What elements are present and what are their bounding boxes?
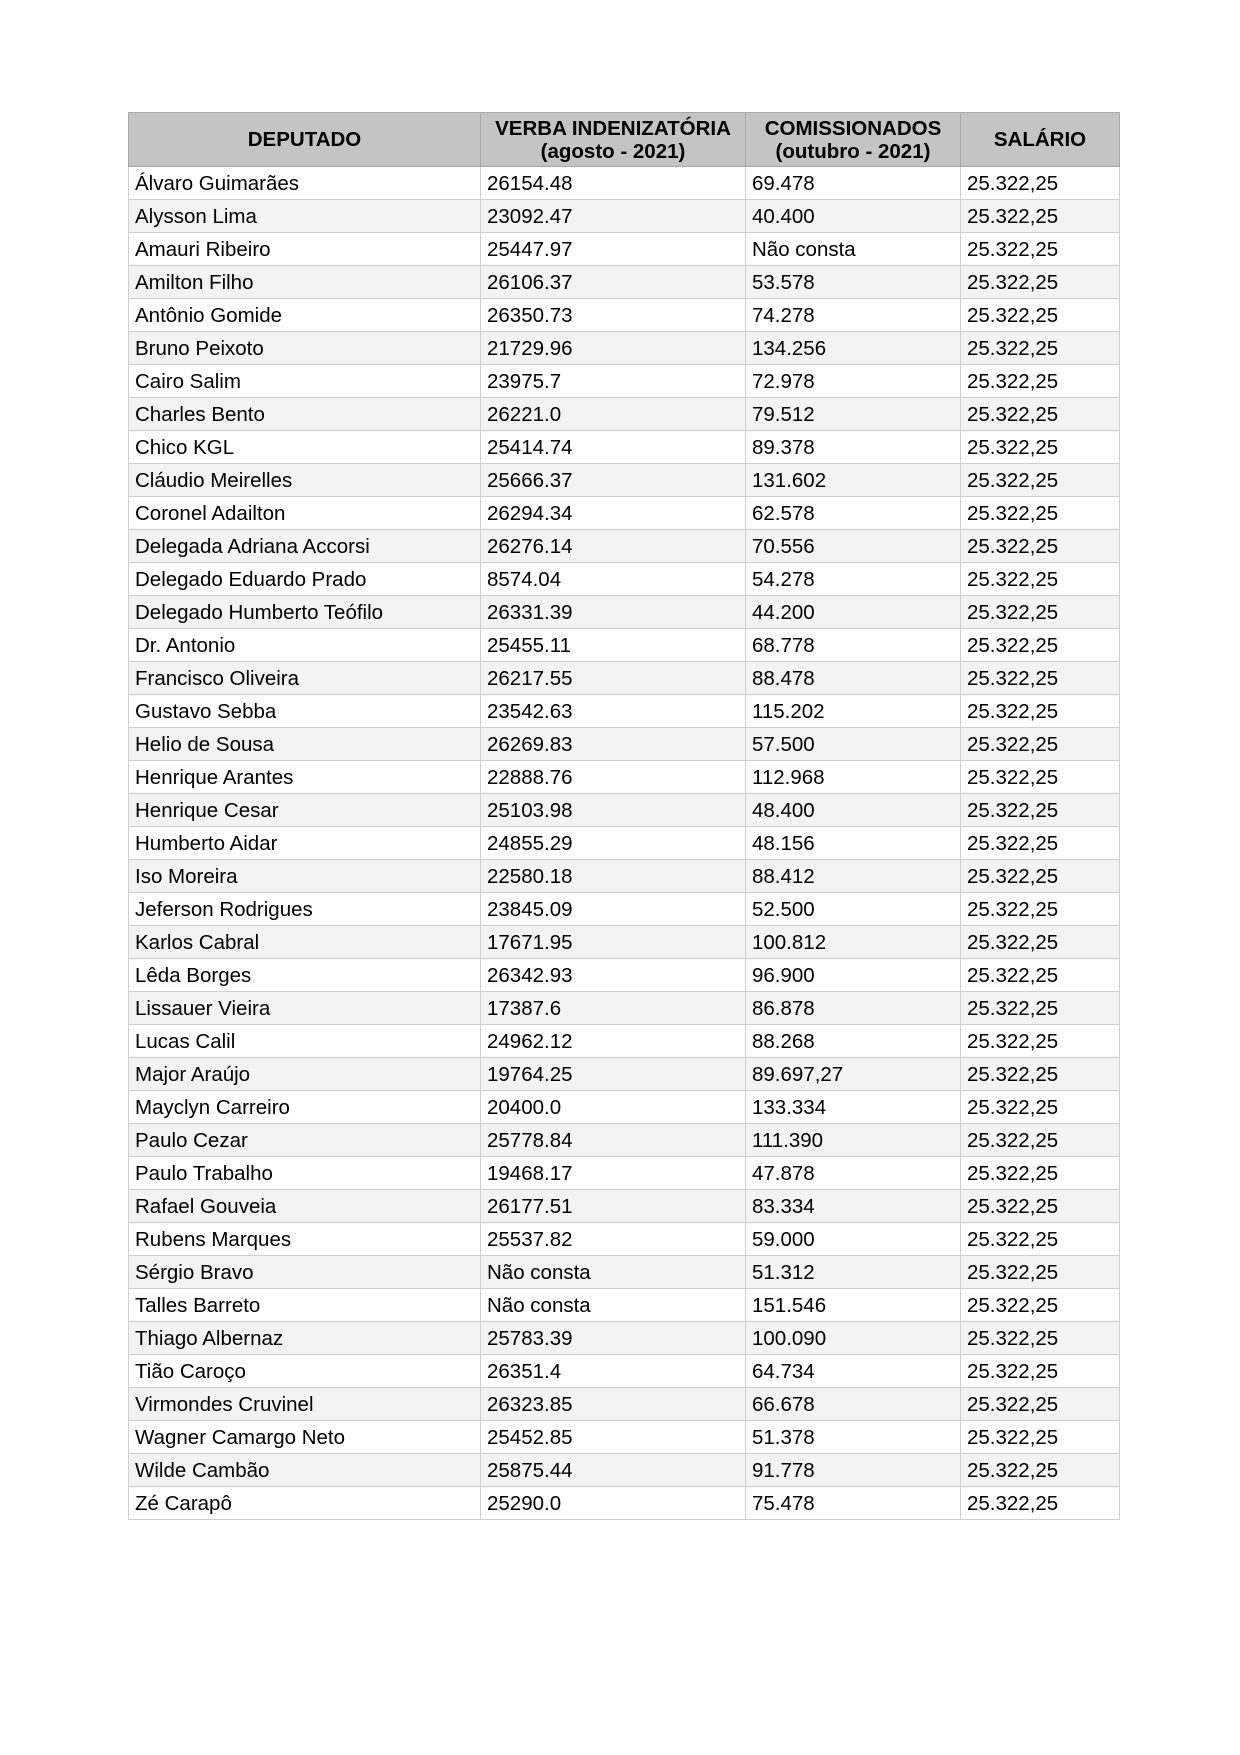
verba-indenizatoria-cell: 21729.96 — [481, 332, 746, 365]
table-row — [129, 1421, 1120, 1454]
deputado-cell: Wagner Camargo Neto — [129, 1421, 481, 1454]
deputado-cell: Gustavo Sebba — [129, 695, 481, 728]
deputado-cell: Lêda Borges — [129, 959, 481, 992]
deputies-table — [128, 112, 1120, 1520]
deputado-cell: Lucas Calil — [129, 1025, 481, 1058]
salario-cell: 25.322,25 — [961, 1487, 1120, 1520]
deputado-cell: Delegado Eduardo Prado — [129, 563, 481, 596]
table-row — [129, 1388, 1120, 1421]
salario-cell: 25.322,25 — [961, 365, 1120, 398]
table-row — [129, 398, 1120, 431]
salario-cell: 25.322,25 — [961, 464, 1120, 497]
verba-indenizatoria-cell: 26342.93 — [481, 959, 746, 992]
deputado-cell: Mayclyn Carreiro — [129, 1091, 481, 1124]
salario-cell: 25.322,25 — [961, 233, 1120, 266]
deputado-cell: Iso Moreira — [129, 860, 481, 893]
header-salario — [961, 113, 1120, 167]
verba-indenizatoria-cell: 26350.73 — [481, 299, 746, 332]
comissionados-cell: 91.778 — [746, 1454, 961, 1487]
table-row — [129, 794, 1120, 827]
deputado-cell: Rafael Gouveia — [129, 1190, 481, 1223]
salario-cell: 25.322,25 — [961, 1256, 1120, 1289]
verba-indenizatoria-cell: Não consta — [481, 1289, 746, 1322]
salario-cell: 25.322,25 — [961, 1388, 1120, 1421]
salario-cell: 25.322,25 — [961, 1223, 1120, 1256]
comissionados-cell: 115.202 — [746, 695, 961, 728]
verba-indenizatoria-cell: 25455.11 — [481, 629, 746, 662]
comissionados-cell: 64.734 — [746, 1355, 961, 1388]
verba-indenizatoria-cell: 19764.25 — [481, 1058, 746, 1091]
comissionados-cell: 89.378 — [746, 431, 961, 464]
verba-indenizatoria-cell: 26294.34 — [481, 497, 746, 530]
table-row — [129, 728, 1120, 761]
table-row — [129, 959, 1120, 992]
table-row — [129, 827, 1120, 860]
table-row — [129, 1289, 1120, 1322]
verba-indenizatoria-cell: 24855.29 — [481, 827, 746, 860]
salario-cell: 25.322,25 — [961, 1355, 1120, 1388]
verba-indenizatoria-cell: 25537.82 — [481, 1223, 746, 1256]
verba-indenizatoria-cell: 25666.37 — [481, 464, 746, 497]
table-row — [129, 1487, 1120, 1520]
table-row — [129, 299, 1120, 332]
verba-indenizatoria-cell: 26154.48 — [481, 167, 746, 200]
deputado-cell: Helio de Sousa — [129, 728, 481, 761]
verba-indenizatoria-cell: 24962.12 — [481, 1025, 746, 1058]
table-row — [129, 629, 1120, 662]
comissionados-cell: 100.812 — [746, 926, 961, 959]
comissionados-cell: 111.390 — [746, 1124, 961, 1157]
deputado-cell: Major Araújo — [129, 1058, 481, 1091]
comissionados-cell: 74.278 — [746, 299, 961, 332]
salario-cell: 25.322,25 — [961, 431, 1120, 464]
deputado-cell: Jeferson Rodrigues — [129, 893, 481, 926]
salario-cell: 25.322,25 — [961, 992, 1120, 1025]
comissionados-cell: 96.900 — [746, 959, 961, 992]
table-row — [129, 1025, 1120, 1058]
salario-cell: 25.322,25 — [961, 827, 1120, 860]
comissionados-cell: 62.578 — [746, 497, 961, 530]
table-row — [129, 1091, 1120, 1124]
comissionados-cell: Não consta — [746, 233, 961, 266]
comissionados-cell: 151.546 — [746, 1289, 961, 1322]
table-row — [129, 332, 1120, 365]
table-row — [129, 1157, 1120, 1190]
salario-cell: 25.322,25 — [961, 1091, 1120, 1124]
deputado-cell: Rubens Marques — [129, 1223, 481, 1256]
table-row — [129, 695, 1120, 728]
deputado-cell: Alysson Lima — [129, 200, 481, 233]
deputado-cell: Talles Barreto — [129, 1289, 481, 1322]
table-row — [129, 992, 1120, 1025]
table-row — [129, 893, 1120, 926]
deputado-cell: Tião Caroço — [129, 1355, 481, 1388]
deputado-cell: Zé Carapô — [129, 1487, 481, 1520]
salario-cell: 25.322,25 — [961, 695, 1120, 728]
comissionados-cell: 88.478 — [746, 662, 961, 695]
verba-indenizatoria-cell: 26221.0 — [481, 398, 746, 431]
salario-cell: 25.322,25 — [961, 596, 1120, 629]
salario-cell: 25.322,25 — [961, 926, 1120, 959]
comissionados-cell: 89.697,27 — [746, 1058, 961, 1091]
verba-indenizatoria-cell: 8574.04 — [481, 563, 746, 596]
table-body — [129, 167, 1120, 1520]
deputado-cell: Humberto Aidar — [129, 827, 481, 860]
comissionados-cell: 86.878 — [746, 992, 961, 1025]
verba-indenizatoria-cell: 23542.63 — [481, 695, 746, 728]
table-row — [129, 1322, 1120, 1355]
table-row — [129, 563, 1120, 596]
verba-indenizatoria-cell: 25875.44 — [481, 1454, 746, 1487]
table-row — [129, 464, 1120, 497]
table-row — [129, 926, 1120, 959]
comissionados-cell: 53.578 — [746, 266, 961, 299]
table-row — [129, 167, 1120, 200]
deputado-cell: Dr. Antonio — [129, 629, 481, 662]
salario-cell: 25.322,25 — [961, 1421, 1120, 1454]
salario-cell: 25.322,25 — [961, 398, 1120, 431]
verba-indenizatoria-cell: 19468.17 — [481, 1157, 746, 1190]
table-header-row — [129, 113, 1120, 167]
verba-indenizatoria-cell: 26106.37 — [481, 266, 746, 299]
verba-indenizatoria-cell: 25452.85 — [481, 1421, 746, 1454]
deputado-cell: Antônio Gomide — [129, 299, 481, 332]
table-row — [129, 1190, 1120, 1223]
comissionados-cell: 59.000 — [746, 1223, 961, 1256]
verba-indenizatoria-cell: 23092.47 — [481, 200, 746, 233]
table-row — [129, 431, 1120, 464]
header-comissionados-label: COMISSIONADOS — [764, 116, 942, 140]
verba-indenizatoria-cell: 26177.51 — [481, 1190, 746, 1223]
comissionados-cell: 54.278 — [746, 563, 961, 596]
deputado-cell: Virmondes Cruvinel — [129, 1388, 481, 1421]
verba-indenizatoria-cell: 26331.39 — [481, 596, 746, 629]
comissionados-cell: 47.878 — [746, 1157, 961, 1190]
salario-cell: 25.322,25 — [961, 563, 1120, 596]
salario-cell: 25.322,25 — [961, 497, 1120, 530]
salario-cell: 25.322,25 — [961, 1025, 1120, 1058]
deputado-cell: Bruno Peixoto — [129, 332, 481, 365]
table-row — [129, 1058, 1120, 1091]
comissionados-cell: 40.400 — [746, 200, 961, 233]
table-row — [129, 530, 1120, 563]
comissionados-cell: 83.334 — [746, 1190, 961, 1223]
verba-indenizatoria-cell: 25414.74 — [481, 431, 746, 464]
verba-indenizatoria-cell: 25290.0 — [481, 1487, 746, 1520]
verba-indenizatoria-cell: 26217.55 — [481, 662, 746, 695]
salario-cell: 25.322,25 — [961, 1322, 1120, 1355]
header-salario-label: SALÁRIO — [993, 128, 1087, 151]
salario-cell: 25.322,25 — [961, 794, 1120, 827]
salario-cell: 25.322,25 — [961, 893, 1120, 926]
verba-indenizatoria-cell: 17387.6 — [481, 992, 746, 1025]
table-row — [129, 365, 1120, 398]
table-row — [129, 266, 1120, 299]
deputado-cell: Amauri Ribeiro — [129, 233, 481, 266]
deputado-cell: Delegada Adriana Accorsi — [129, 530, 481, 563]
salario-cell: 25.322,25 — [961, 761, 1120, 794]
verba-indenizatoria-cell: 26269.83 — [481, 728, 746, 761]
table-row — [129, 1454, 1120, 1487]
deputado-cell: Álvaro Guimarães — [129, 167, 481, 200]
header-verba-label: VERBA INDENIZATÓRIA — [495, 116, 731, 140]
salario-cell: 25.322,25 — [961, 266, 1120, 299]
table-row — [129, 761, 1120, 794]
salario-cell: 25.322,25 — [961, 1289, 1120, 1322]
verba-indenizatoria-cell: 25103.98 — [481, 794, 746, 827]
table-row — [129, 1256, 1120, 1289]
deputado-cell: Charles Bento — [129, 398, 481, 431]
comissionados-cell: 68.778 — [746, 629, 961, 662]
deputado-cell: Coronel Adailton — [129, 497, 481, 530]
verba-indenizatoria-cell: 25783.39 — [481, 1322, 746, 1355]
salario-cell: 25.322,25 — [961, 530, 1120, 563]
deputado-cell: Chico KGL — [129, 431, 481, 464]
salario-cell: 25.322,25 — [961, 200, 1120, 233]
deputado-cell: Henrique Cesar — [129, 794, 481, 827]
deputado-cell: Cairo Salim — [129, 365, 481, 398]
comissionados-cell: 44.200 — [746, 596, 961, 629]
comissionados-cell: 69.478 — [746, 167, 961, 200]
table-row — [129, 596, 1120, 629]
comissionados-cell: 88.268 — [746, 1025, 961, 1058]
deputado-cell: Amilton Filho — [129, 266, 481, 299]
deputado-cell: Delegado Humberto Teófilo — [129, 596, 481, 629]
deputado-cell: Thiago Albernaz — [129, 1322, 481, 1355]
salario-cell: 25.322,25 — [961, 1058, 1120, 1091]
deputado-cell: Cláudio Meirelles — [129, 464, 481, 497]
table-row — [129, 1355, 1120, 1388]
deputado-cell: Karlos Cabral — [129, 926, 481, 959]
comissionados-cell: 112.968 — [746, 761, 961, 794]
header-comissionados — [746, 113, 961, 167]
salario-cell: 25.322,25 — [961, 629, 1120, 662]
comissionados-cell: 66.678 — [746, 1388, 961, 1421]
table-row — [129, 860, 1120, 893]
deputado-cell: Wilde Cambão — [129, 1454, 481, 1487]
salario-cell: 25.322,25 — [961, 728, 1120, 761]
header-comissionados-period: (outubro - 2021) — [775, 139, 931, 163]
salario-cell: 25.322,25 — [961, 167, 1120, 200]
table-row — [129, 662, 1120, 695]
table-row — [129, 233, 1120, 266]
verba-indenizatoria-cell: 23975.7 — [481, 365, 746, 398]
salario-cell: 25.322,25 — [961, 1454, 1120, 1487]
verba-indenizatoria-cell: 25447.97 — [481, 233, 746, 266]
verba-indenizatoria-cell: 26351.4 — [481, 1355, 746, 1388]
verba-indenizatoria-cell: Não consta — [481, 1256, 746, 1289]
table-row — [129, 200, 1120, 233]
salario-cell: 25.322,25 — [961, 1190, 1120, 1223]
table-row — [129, 1124, 1120, 1157]
deputado-cell: Sérgio Bravo — [129, 1256, 481, 1289]
comissionados-cell: 52.500 — [746, 893, 961, 926]
comissionados-cell: 48.400 — [746, 794, 961, 827]
comissionados-cell: 70.556 — [746, 530, 961, 563]
header-verba-indenizatoria — [481, 113, 746, 167]
deputado-cell: Francisco Oliveira — [129, 662, 481, 695]
verba-indenizatoria-cell: 17671.95 — [481, 926, 746, 959]
table-row — [129, 497, 1120, 530]
comissionados-cell: 88.412 — [746, 860, 961, 893]
verba-indenizatoria-cell: 25778.84 — [481, 1124, 746, 1157]
table-row — [129, 1223, 1120, 1256]
header-deputado — [129, 113, 481, 167]
comissionados-cell: 75.478 — [746, 1487, 961, 1520]
header-deputado-label: DEPUTADO — [247, 128, 362, 151]
salario-cell: 25.322,25 — [961, 662, 1120, 695]
salario-cell: 25.322,25 — [961, 1124, 1120, 1157]
verba-indenizatoria-cell: 20400.0 — [481, 1091, 746, 1124]
deputado-cell: Paulo Trabalho — [129, 1157, 481, 1190]
salario-cell: 25.322,25 — [961, 959, 1120, 992]
verba-indenizatoria-cell: 26276.14 — [481, 530, 746, 563]
comissionados-cell: 48.156 — [746, 827, 961, 860]
comissionados-cell: 51.312 — [746, 1256, 961, 1289]
comissionados-cell: 133.334 — [746, 1091, 961, 1124]
deputado-cell: Paulo Cezar — [129, 1124, 481, 1157]
verba-indenizatoria-cell: 26323.85 — [481, 1388, 746, 1421]
salario-cell: 25.322,25 — [961, 1157, 1120, 1190]
salario-cell: 25.322,25 — [961, 860, 1120, 893]
deputado-cell: Henrique Arantes — [129, 761, 481, 794]
verba-indenizatoria-cell: 22888.76 — [481, 761, 746, 794]
comissionados-cell: 51.378 — [746, 1421, 961, 1454]
salario-cell: 25.322,25 — [961, 332, 1120, 365]
comissionados-cell: 134.256 — [746, 332, 961, 365]
salario-cell: 25.322,25 — [961, 299, 1120, 332]
header-verba-period: (agosto - 2021) — [540, 139, 686, 163]
comissionados-cell: 131.602 — [746, 464, 961, 497]
comissionados-cell: 79.512 — [746, 398, 961, 431]
comissionados-cell: 100.090 — [746, 1322, 961, 1355]
verba-indenizatoria-cell: 23845.09 — [481, 893, 746, 926]
deputado-cell: Lissauer Vieira — [129, 992, 481, 1025]
comissionados-cell: 72.978 — [746, 365, 961, 398]
comissionados-cell: 57.500 — [746, 728, 961, 761]
verba-indenizatoria-cell: 22580.18 — [481, 860, 746, 893]
